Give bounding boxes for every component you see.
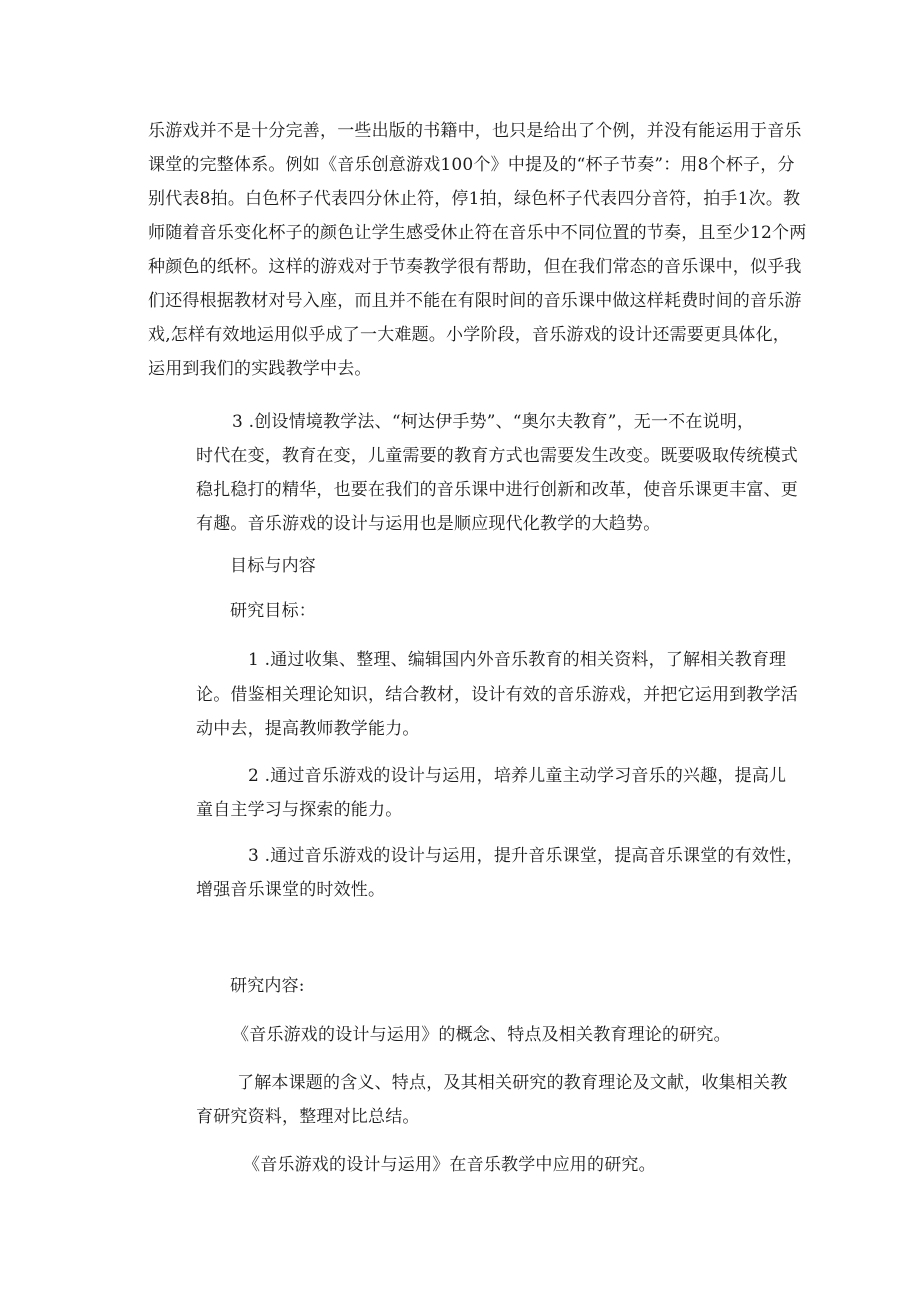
content-item-3: 《音乐游戏的设计与运用》在音乐教学中应用的研究。 [243,1155,656,1175]
text-line: 们还得根据教材对号入座，而且并不能在有限时间的音乐课中做这样耗费时间的音乐游 [148,291,802,311]
text-line: 种颜色的纸杯。这样的游戏对于节奏教学很有帮助，但在我们常态的音乐课中，似乎我 [148,257,802,277]
text-line: 师随着音乐变化杯子的颜色让学生感受休止符在音乐中不同位置的节奏，且至少12个两 [148,223,807,243]
text-line: 稳扎稳打的精华，也要在我们的音乐课中进行创新和改革，使音乐课更丰富、更 [196,480,798,500]
text-line: 戏,怎样有效地运用似乎成了一大难题。小学阶段，音乐游戏的设计还需要更具体化， [148,325,791,345]
text-line: 了解本课题的含义、特点，及其相关研究的教育理论及文献，收集相关教 [237,1073,788,1093]
subsection-heading: 研究内容: [230,976,305,996]
text-line: 增强音乐课堂的时效性。 [196,880,386,900]
text-line: 3 .通过音乐游戏的设计与运用，提升音乐课堂，提高音乐课堂的有效性， [248,846,804,866]
text-line: 1 .通过收集、整理、编辑国内外音乐教育的相关资料，了解相关教育理 [248,650,787,670]
text-line: 运用到我们的实践教学中去。 [148,359,372,379]
text-line: 童自主学习与探索的能力。 [196,800,403,820]
text-line: 乐游戏并不是十分完善，一些出版的书籍中，也只是给出了个例，并没有能运用于音乐 [148,121,802,141]
text-line: 有趣。音乐游戏的设计与运用也是顺应现代化教学的大趋势。 [196,514,661,534]
text-line: 别代表8拍。白色杯子代表四分休止符，停1拍，绿色杯子代表四分音符，拍手1次。教 [148,189,801,209]
text-line: 2 .通过音乐游戏的设计与运用，培养儿童主动学习音乐的兴趣，提高儿 [248,766,787,786]
content-item-1: 《音乐游戏的设计与运用》的概念、特点及相关教育理论的研究。 [232,1025,731,1045]
text-line: 时代在变，教育在变，儿童需要的教育方式也需要发生改变。既要吸取传统模式 [196,446,798,466]
text-line: 3 .创设情境教学法、“柯达伊手势”、“奥尔夫教育”，无一不在说明， [232,412,755,432]
text-line: 动中去，提高教师教学能力。 [196,719,420,739]
subsection-heading: 研究目标： [230,601,316,621]
text-line: 课堂的完整体系。例如《音乐创意游戏100个》中提及的“杯子节奏”：用8个杯子，分 [148,155,795,175]
section-heading: 目标与内容 [230,556,316,576]
text-line: 论。借鉴相关理论知识，结合教材，设计有效的音乐游戏，并把它运用到教学活 [196,685,798,705]
text-line: 育研究资料，整理对比总结。 [196,1107,420,1127]
